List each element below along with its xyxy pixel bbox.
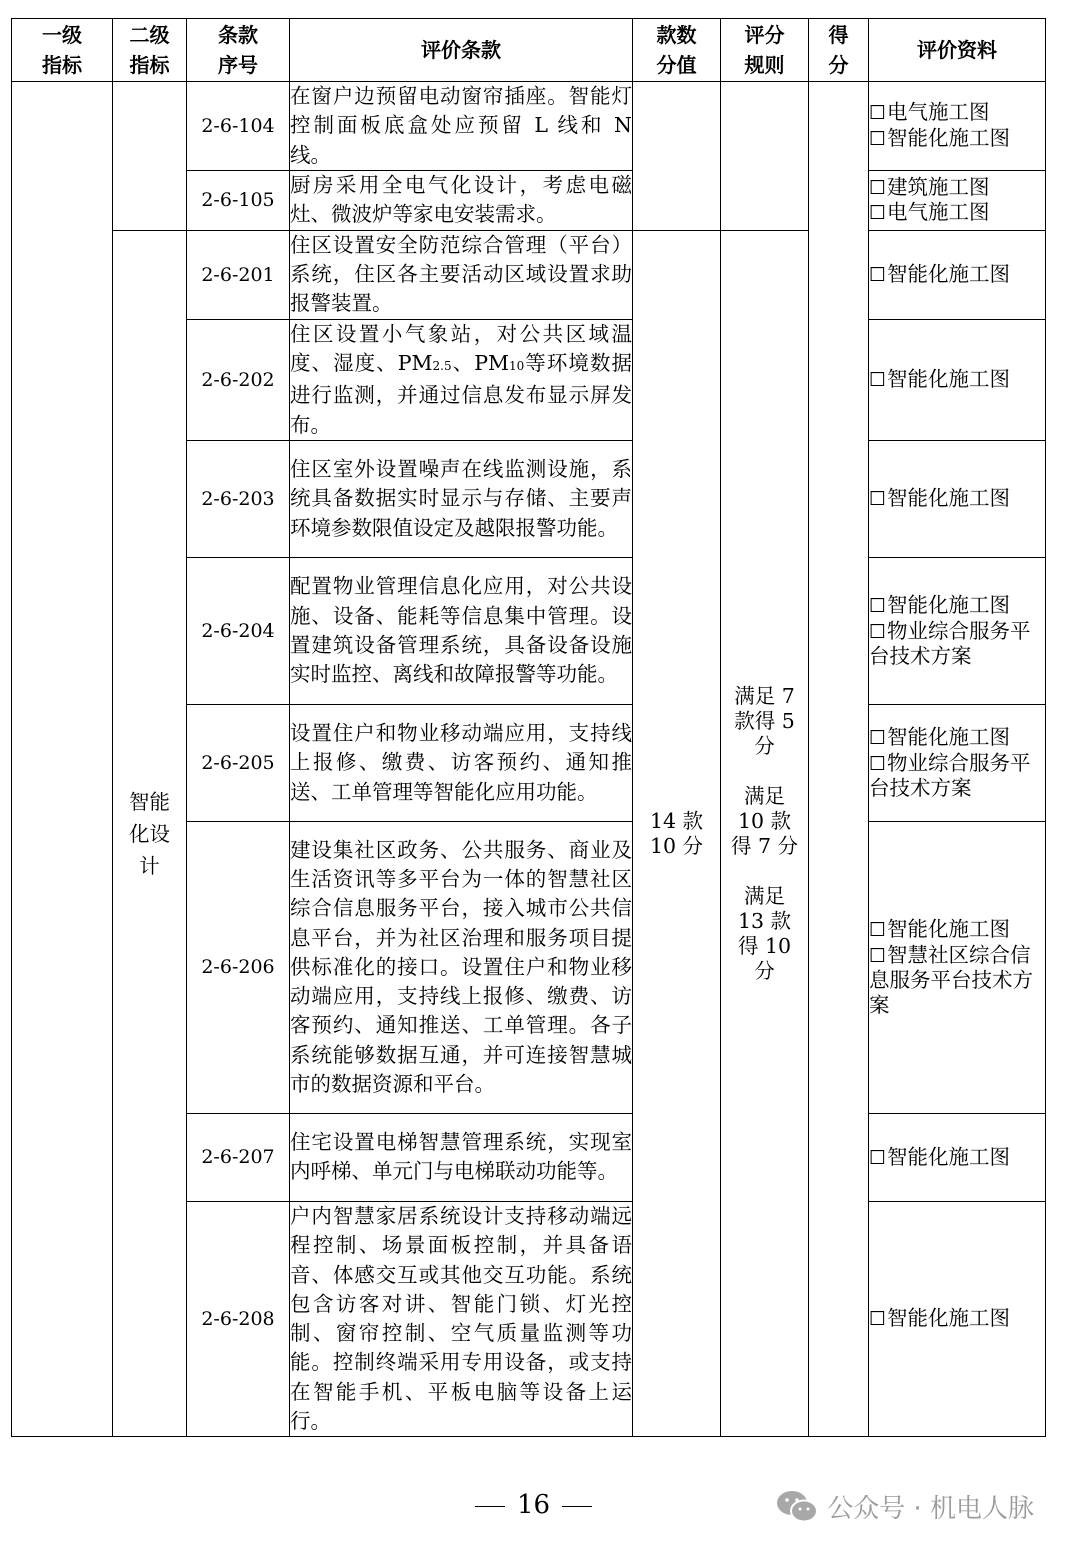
footer-dash-right — [562, 1506, 592, 1507]
clause-text: 设置住户和物业移动端应用，支持线上报修、缴费、访客预约、通知推送、工单管理等智能化应用功能。 — [290, 704, 633, 821]
clause-text: 住区设置小气象站，对公共区域温度、湿度、PM2.5、PM10等环境数据进行监测，并通过信息发布显示屏发布。 — [290, 319, 633, 440]
clause-text: 厨房采用全电气化设计，考虑电磁灶、微波炉等家电安装需求。 — [290, 170, 633, 230]
materials-cell — [869, 440, 1046, 557]
rule-item: 满足 13 款 得 10 分 — [737, 883, 792, 983]
materials-cell — [869, 557, 1046, 704]
materials-cell — [869, 821, 1046, 1113]
clause-code: 2-6-203 — [187, 440, 290, 557]
count-score-cell: 14 款 10 分 — [633, 230, 721, 1436]
rule-prev — [721, 82, 809, 231]
materials-cell — [869, 1201, 1046, 1436]
material-item: ☐ 电气施工图 — [869, 100, 1045, 126]
material-item: ☐ 智能化施工图 — [869, 262, 1045, 288]
header-count-score: 款数 分值 — [633, 19, 721, 82]
header-score: 得 分 — [809, 19, 869, 82]
subscript: 2.5 — [432, 359, 452, 374]
clause-text: 住宅设置电梯智慧管理系统，实现室内呼梯、单元门与电梯联动功能等。 — [290, 1113, 633, 1201]
material-item: ☐ 智能化施工图 — [869, 1145, 1045, 1171]
material-item: ☐ 智能化施工图 — [869, 917, 1045, 943]
clause-text: 建设集社区政务、公共服务、商业及生活资讯等多平台为一体的智慧社区综合信息服务平台，接入城市公共信息平台，并为社区治理和服务项目提供标准化的接口。设置住户和物业移动端应用，支持线上报修、缴费、访客预约、通知推送、工单管理。各子系统能够数据互通，并可连接智慧城市的数据资源和平台。 — [290, 821, 633, 1113]
material-item: ☐ 智能化施工图 — [869, 486, 1045, 512]
material-item: ☐ 电气施工图 — [869, 200, 1045, 226]
subscript: 10 — [508, 359, 525, 374]
clause-text: 在窗户边预留电动窗帘插座。智能灯控制面板底盒处应预留 L 线和 N 线。 — [290, 82, 633, 171]
material-item: ☐ 建筑施工图 — [869, 175, 1045, 201]
clause-text: 住区室外设置噪声在线监测设施，系统具备数据实时显示与存储、主要声环境参数限值设定及越限报警功能。 — [290, 440, 633, 557]
materials-cell — [869, 704, 1046, 821]
clause-code: 2-6-104 — [187, 82, 290, 171]
level2-cell-prev — [113, 82, 187, 231]
evaluation-table — [11, 18, 1046, 1437]
table-row — [12, 82, 1046, 171]
material-item: ☐ 智能化施工图 — [869, 1306, 1045, 1332]
materials-cell — [869, 170, 1046, 230]
clause-code: 2-6-105 — [187, 170, 290, 230]
watermark-text: 公众号 · 机电人脉 — [827, 1494, 1034, 1524]
materials-cell — [869, 82, 1046, 171]
watermark — [775, 1488, 1034, 1525]
material-item: ☐ 智能化施工图 — [869, 725, 1045, 751]
clause-code: 2-6-202 — [187, 319, 290, 440]
footer-dash-left — [475, 1506, 505, 1507]
material-item: ☐ 智能化施工图 — [869, 593, 1045, 619]
clause-code: 2-6-206 — [187, 821, 290, 1113]
material-item: ☐ 智能化施工图 — [869, 126, 1045, 152]
clause-code: 2-6-201 — [187, 230, 290, 319]
materials-cell — [869, 319, 1046, 440]
header-code: 条款 序号 — [187, 19, 290, 82]
header-materials: 评价资料 — [869, 19, 1046, 82]
header-row — [12, 19, 1046, 82]
header-rule: 评分 规则 — [721, 19, 809, 82]
level1-cell — [12, 82, 113, 1437]
level2-cell: 智能 化设 计 — [113, 230, 187, 1436]
rule-item: 满足 10 款 得 7 分 — [730, 783, 799, 858]
header-clause: 评价条款 — [290, 19, 633, 82]
wechat-icon — [775, 1489, 819, 1525]
page-number: 16 — [516, 1490, 551, 1520]
clause-code: 2-6-205 — [187, 704, 290, 821]
clause-text: 住区设置安全防范综合管理（平台）系统，住区各主要活动区域设置求助报警装置。 — [290, 230, 633, 319]
clause-code: 2-6-208 — [187, 1201, 290, 1436]
clause-code: 2-6-204 — [187, 557, 290, 704]
score-cell — [809, 82, 869, 1437]
material-item: ☐ 智慧社区综合信息服务平台技术方案 — [869, 943, 1045, 1018]
material-item: ☐ 智能化施工图 — [869, 367, 1045, 393]
materials-cell — [869, 230, 1046, 319]
clause-code: 2-6-207 — [187, 1113, 290, 1201]
clause-text: 户内智慧家居系统设计支持移动端远程控制、场景面板控制，并具备语音、体感交互或其他交互功能。系统包含访客对讲、智能门锁、灯光控制、窗帘控制、空气质量监测等功能。控制终端采用专用设备，或支持在智能手机、平板电脑等设备上运行。 — [290, 1201, 633, 1436]
scoring-rule-cell — [721, 230, 809, 1436]
clause-text: 配置物业管理信息化应用，对公共设施、设备、能耗等信息集中管理。设置建筑设备管理系统，具备设备设施实时监控、离线和故障报警等功能。 — [290, 557, 633, 704]
table-row — [12, 230, 1046, 319]
rule-item: 满足 7 款得 5 分 — [734, 683, 795, 758]
header-level2: 二级 指标 — [113, 19, 187, 82]
material-item: ☐ 物业综合服务平台技术方案 — [869, 619, 1045, 670]
count-score-prev — [633, 82, 721, 231]
header-level1: 一级 指标 — [12, 19, 113, 82]
material-item: ☐ 物业综合服务平台技术方案 — [869, 751, 1045, 802]
materials-cell — [869, 1113, 1046, 1201]
